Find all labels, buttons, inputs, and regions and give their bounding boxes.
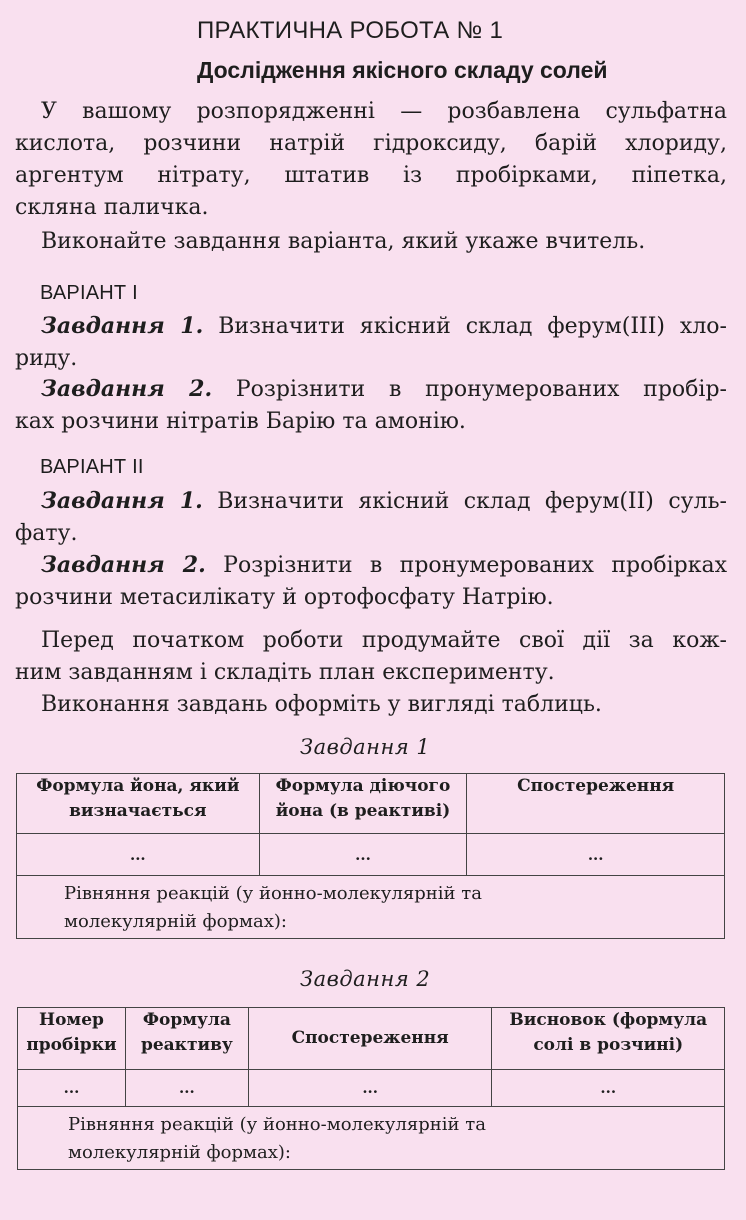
table-row	[18, 1070, 725, 1107]
table-2	[17, 1007, 725, 1170]
closing-line: Перед початком роботи продумайте свої дії за кож-	[41, 628, 727, 653]
equation-cell: Рівняння реакцій (у йонно-молекулярній та молекулярній формах):	[18, 1107, 725, 1170]
task-text: Визначити якісний склад ферум(III) хло-	[203, 314, 727, 339]
page-title: ПРАКТИЧНА РОБОТА № 1	[197, 17, 504, 44]
task-text: Розрізнити в пронумерованих пробір-	[212, 377, 727, 402]
task-line	[15, 485, 727, 518]
task-label: Завдання 2.	[41, 376, 213, 402]
table-cell: ...	[259, 834, 467, 876]
task-line: фату.	[15, 521, 78, 546]
task-line	[15, 373, 727, 406]
table-header-cell: Формула йона, який визначається	[17, 774, 260, 834]
task-label: Завдання 1.	[41, 488, 203, 514]
table-header-cell: Спостереження	[467, 774, 725, 834]
instruction-line: Виконайте завдання варіанта, який укаже вчитель.	[41, 229, 646, 254]
task-label: Завдання 2.	[41, 552, 206, 578]
task-line	[15, 549, 727, 582]
table-cell: ...	[467, 834, 725, 876]
closing-line: ним завданням і складіть план експерименту.	[15, 660, 555, 685]
variant-2-task-2	[15, 549, 727, 614]
variant-1-task-2	[15, 373, 727, 438]
task-line	[15, 310, 727, 343]
task-line: ках розчини нітратів Барію та амонію.	[15, 409, 466, 434]
table-header-cell: Спостереження	[248, 1008, 492, 1070]
table-cell: ...	[125, 1070, 248, 1107]
task-line: риду.	[15, 346, 78, 371]
table-1-caption: Завдання 1	[300, 735, 431, 759]
table-header-row	[17, 774, 725, 834]
table-cell: ...	[17, 834, 260, 876]
table-header-cell: Номер пробірки	[18, 1008, 126, 1070]
task-line: розчини метасилікату й ортофосфату Натрію.	[15, 585, 554, 610]
table-header-cell: Формула реактиву	[125, 1008, 248, 1070]
table-1	[16, 773, 725, 939]
table-row	[17, 834, 725, 876]
table-2-caption: Завдання 2	[300, 967, 431, 991]
closing-line: Виконання завдань оформіть у вигляді таблиць.	[41, 692, 602, 717]
table-header-row	[18, 1008, 725, 1070]
intro-line: кислота, розчини натрій гідроксиду, барій хлориду,	[15, 131, 727, 156]
variant-2-heading: ВАРІАНТ ІІ	[40, 456, 144, 478]
variant-1-heading: ВАРІАНТ І	[40, 282, 138, 304]
table-cell: ...	[18, 1070, 126, 1107]
task-label: Завдання 1.	[41, 313, 204, 339]
intro-line: скляна паличка.	[15, 195, 209, 220]
page-subtitle: Дослідження якісного складу солей	[197, 57, 608, 83]
table-cell: ...	[492, 1070, 725, 1107]
equation-cell: Рівняння реакцій (у йонно-молекулярній та молекулярній формах):	[17, 876, 725, 939]
variant-2-task-1	[15, 485, 727, 550]
equation-row	[18, 1107, 725, 1170]
intro-line: У вашому розпорядженні — розбавлена сульфатна	[41, 99, 727, 124]
task-text: Розрізнити в пронумерованих пробірках	[205, 553, 727, 578]
table-header-cell: Формула діючого йона (в реактиві)	[259, 774, 467, 834]
closing-paragraph	[15, 625, 727, 721]
variant-1-task-1	[15, 310, 727, 375]
equation-row	[17, 876, 725, 939]
intro-line: аргентум нітрату, штатив із пробірками, піпетка,	[15, 163, 727, 188]
table-header-cell: Висновок (формула солі в розчині)	[492, 1008, 725, 1070]
task-text: Визначити якісний склад ферум(II) суль-	[202, 489, 727, 514]
table-cell: ...	[248, 1070, 492, 1107]
instruction-paragraph	[15, 226, 727, 258]
intro-paragraph	[15, 96, 727, 224]
